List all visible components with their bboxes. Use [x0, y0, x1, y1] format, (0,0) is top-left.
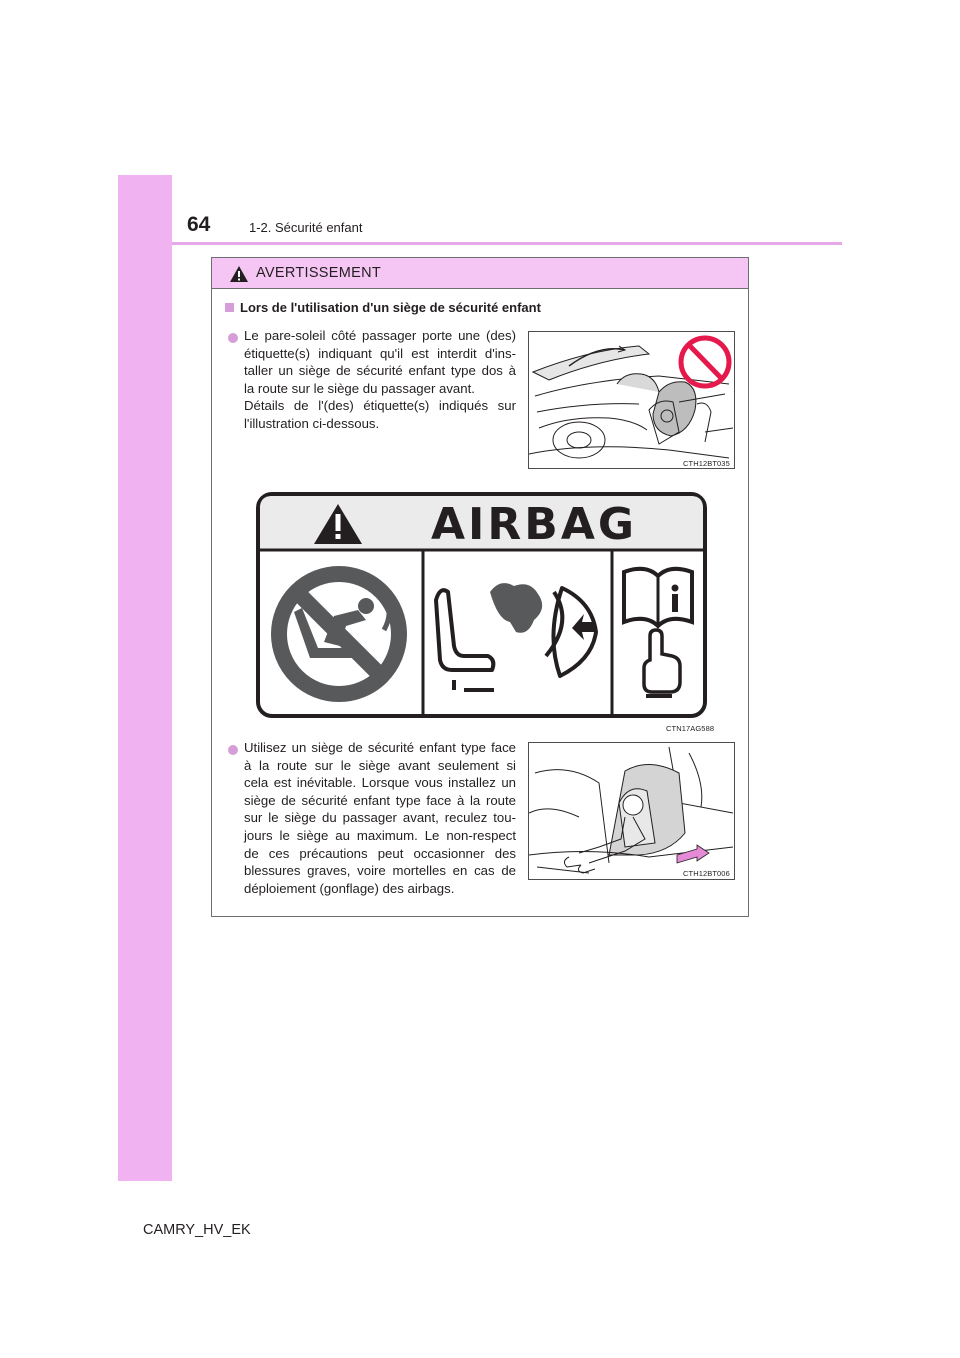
section-title: 1-2. Sécurité enfant: [249, 220, 363, 235]
text-line: Le pare-soleil côté passager porte une (des): [244, 328, 516, 343]
text-line: blessures graves, voire mortelles en cas de: [244, 863, 516, 879]
figure-code: CTH12BT035: [683, 459, 730, 468]
text-line: jours le siège au maximum. Le non-respect: [244, 827, 516, 843]
bullet-icon: [228, 333, 238, 343]
airbag-label-heading: AIRBAG: [430, 499, 638, 550]
page-sidebar: [118, 175, 172, 1181]
text-line: Utilisez un siège de sécurité enfant type face: [244, 740, 516, 755]
bullet-icon: [228, 745, 238, 755]
warning-box: [211, 257, 749, 917]
warning-triangle-icon: [229, 265, 249, 283]
text-line: de ces précautions peut occasionner des: [244, 845, 516, 861]
text-line: déploiement (gonflage) des airbags.: [244, 880, 455, 896]
text-line: siège de sécurité enfant type face à la route: [244, 792, 516, 808]
text-line: étiquette(s) indiquant qu'il est interdit d'ins-: [244, 345, 516, 361]
text-line: l'illustration ci-dessous.: [244, 415, 380, 431]
figure-code: CTH12BT006: [683, 869, 730, 878]
car-interior-drawing: [529, 332, 734, 468]
footer-model: CAMRY_HV_EK: [143, 1222, 251, 1238]
warning-header: [212, 258, 748, 289]
forward-facing-seat-illustration: [528, 742, 735, 880]
bullet-1-text: [244, 327, 516, 433]
sunvisor-airbag-illustration: [528, 331, 735, 469]
bullet-2-text: [244, 739, 516, 897]
subheading-text: Lors de l'utilisation d'un siège de sécurité enfant: [240, 300, 541, 315]
page-number: 64: [187, 213, 211, 236]
text-line: Détails de l'(des) étiquette(s) indiqués sur: [244, 398, 516, 414]
text-line: la route sur le siège du passager avant.: [244, 380, 475, 396]
text-line: taller un siège de sécurité enfant type dos à: [244, 363, 516, 379]
warning-subheading: [225, 300, 541, 315]
text-line: cela est inévitable. Lorsque vous installez un: [244, 775, 516, 791]
square-bullet-icon: [225, 303, 234, 312]
airbag-label-graphic: [254, 492, 709, 720]
warning-title: AVERTISSEMENT: [256, 265, 382, 281]
airbag-warning-label: [254, 492, 709, 720]
figure-code: CTN17AG588: [666, 724, 715, 733]
text-line: à la route sur le siège avant seulement si: [244, 757, 516, 773]
text-line: sur le siège du passager avant, reculez tou-: [244, 810, 516, 826]
child-seat-drawing: [529, 743, 734, 879]
header-rule: [172, 242, 842, 245]
